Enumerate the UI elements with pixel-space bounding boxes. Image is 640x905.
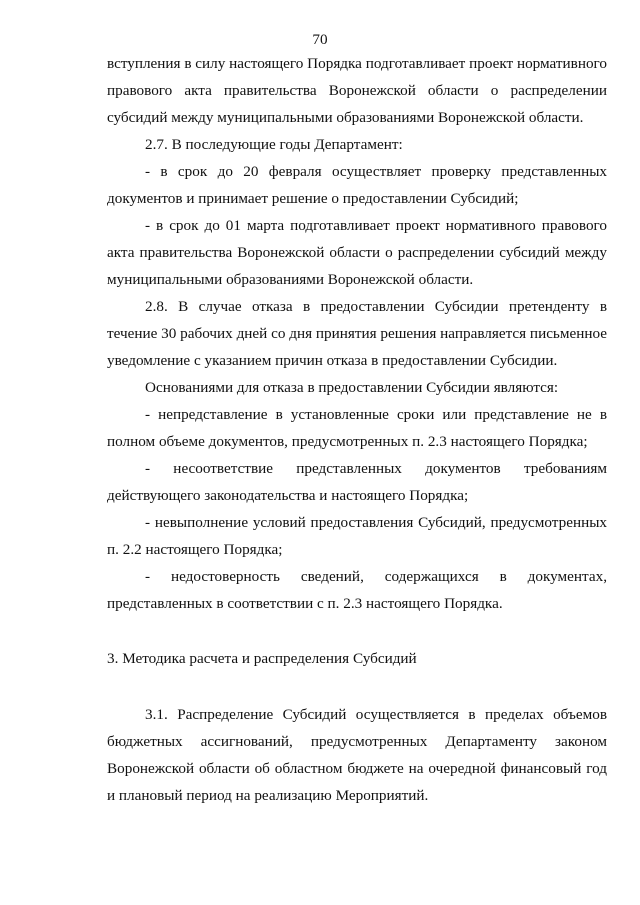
page-number: 70 [312, 31, 328, 48]
list-item-non-submission: - непредставление в установленные сроки или представление не в полном объеме документов, предусмотренных п. 2.3 настоящего Порядка; [107, 406, 607, 450]
list-item-unreliability: - недостоверность сведений, содержащихся в документах, представленных в соответствии с п. 2.3 настоящего Порядка. [107, 568, 607, 612]
list-item-non-fulfillment: - невыполнение условий предоставления Субсидий, предусмотренных п. 2.2 настоящего Порядка; [107, 514, 607, 558]
list-item-deadline-march: - в срок до 01 марта подготавливает проект нормативного правового акта правительства Воронежской области о распределении субсидий между муниципальными образованиями Воронежской области. [107, 217, 607, 288]
paragraph-2-7: 2.7. В последующие годы Департамент: [145, 136, 403, 153]
paragraph-3-1: 3.1. Распределение Субсидий осуществляется в пределах объемов бюджетных ассигнований, предусмотренных Департаменту законом Воронежской области об областном бюджете на очередной финансовый год и плановый период на реализацию Мероприятий. [107, 706, 607, 804]
list-item-non-compliance: - несоответствие представленных документов требованиям действующего законодательства и настоящего Порядка; [107, 460, 607, 504]
document-body [107, 50, 607, 809]
paragraph-2-8: 2.8. В случае отказа в предоставлении Субсидии претенденту в течение 30 рабочих дней со дня принятия решения направляется письменное уведомление с указанием причин отказа в предоставлении Субсидии. [107, 298, 607, 369]
section-heading: 3. Методика расчета и распределения Субсидий [107, 650, 417, 667]
paragraph-continuation: вступления в силу настоящего Порядка подготавливает проект нормативного правового акта правительства Воронежской области о распределении субсидий между муниципальными образованиями Воронежской области. [107, 55, 607, 126]
list-item-deadline-february: - в срок до 20 февраля осуществляет проверку представленных документов и принимает решение о предоставлении Субсидий; [107, 163, 607, 207]
paragraph-refusal-grounds: Основаниями для отказа в предоставлении Субсидии являются: [145, 379, 559, 396]
